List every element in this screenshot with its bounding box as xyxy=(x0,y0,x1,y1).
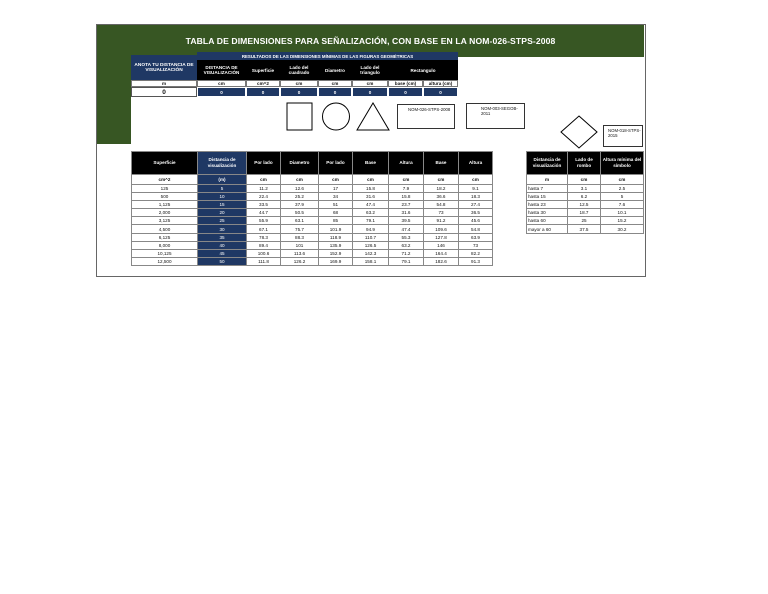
page-title: TABLA DE DIMENSIONES PARA SEÑALIZACIÓN, CON BASE EN LA NOM-026-STPS-2008 xyxy=(185,36,556,46)
table-cell: 113.6 xyxy=(281,249,319,257)
table-cell: 89.4 xyxy=(247,241,281,249)
unit-cell: cm xyxy=(281,175,319,185)
column-header: Altura xyxy=(389,152,424,175)
table-cell: hasta 60 xyxy=(527,217,568,225)
table-cell: 12.6 xyxy=(281,185,319,193)
table-cell: 31.6 xyxy=(353,193,389,201)
result-value: 0 xyxy=(352,87,388,97)
table-cell: 15.8 xyxy=(353,185,389,193)
table-cell: 94.9 xyxy=(353,225,389,233)
dimensions-table xyxy=(131,151,493,266)
table-cell: 110.7 xyxy=(353,233,389,241)
table-cell: 27.4 xyxy=(459,201,493,209)
table-cell: 6,125 xyxy=(132,233,198,241)
unit-row xyxy=(132,175,493,185)
unit-cell: cm xyxy=(424,175,459,185)
table-cell: 142.3 xyxy=(353,249,389,257)
table-cell: 3.1 xyxy=(568,185,601,193)
unit-cell: cm xyxy=(197,80,246,87)
table-cell: hasta 23 xyxy=(527,201,568,209)
table-cell: 8,000 xyxy=(132,241,198,249)
distance-input[interactable]: 0 xyxy=(131,87,197,97)
table-cell: 91.3 xyxy=(459,257,493,265)
table-cell: 12,500 xyxy=(132,257,198,265)
table-cell: 169.9 xyxy=(319,257,353,265)
triangle-shape xyxy=(357,103,389,130)
table-cell: 30 xyxy=(198,225,247,233)
table-cell: 39.5 xyxy=(389,217,424,225)
table-cell: 63.2 xyxy=(353,209,389,217)
table-cell: 85 xyxy=(319,217,353,225)
circle-shape xyxy=(323,103,350,130)
input-label: ANOTA TU DISTANCIA DE VISUALIZACIÓN xyxy=(131,55,197,80)
table-cell: 51 xyxy=(319,201,353,209)
table-row xyxy=(132,233,493,241)
table-cell: 45.6 xyxy=(459,217,493,225)
table-cell: 18.3 xyxy=(459,193,493,201)
table-cell: 15.8 xyxy=(389,193,424,201)
table-cell: 25 xyxy=(568,217,601,225)
table-cell: 11.2 xyxy=(247,185,281,193)
table-cell: 37.5 xyxy=(568,225,601,233)
table-cell: 73 xyxy=(424,209,459,217)
table-cell: hasta 7 xyxy=(527,185,568,193)
results-col-rectangulo: Rectangulo xyxy=(388,60,458,80)
table-cell: 126.5 xyxy=(353,241,389,249)
rhombus-table xyxy=(526,151,644,234)
table-cell: 5 xyxy=(601,193,644,201)
results-col-distance: DISTANCIA DE VISUALIZACIÓN xyxy=(197,60,246,80)
table-cell: 44.7 xyxy=(247,209,281,217)
table-cell: 18.7 xyxy=(568,209,601,217)
header-row xyxy=(527,152,644,175)
column-header: Lado de rombo xyxy=(568,152,601,175)
table-cell: 37.9 xyxy=(281,201,319,209)
table-row xyxy=(132,217,493,225)
results-col-diametro: Diametro xyxy=(318,60,352,80)
column-header: Distancia de visualización xyxy=(198,152,247,175)
table-cell: 164.4 xyxy=(424,249,459,257)
table-cell: 125 xyxy=(132,185,198,193)
column-header: Superficie xyxy=(132,152,198,175)
table-cell: 75.7 xyxy=(281,225,319,233)
table-cell: 5 xyxy=(198,185,247,193)
results-header: RESULTADOS DE LAS DIMENSIONES MÍNIMAS DE LAS FIGURAS GEOMÉTRICAS xyxy=(197,52,458,60)
table-row xyxy=(527,217,644,225)
column-header: Distancia de visualización xyxy=(527,152,568,175)
table-row xyxy=(132,249,493,257)
table-cell: hasta 30 xyxy=(527,209,568,217)
results-col-lado-cuadrado: Lado del cuadrado xyxy=(280,60,318,80)
table-cell: 30.2 xyxy=(601,225,644,233)
result-value: 0 xyxy=(423,87,458,97)
unit-row xyxy=(527,175,644,185)
column-header: Base xyxy=(424,152,459,175)
column-header: Base xyxy=(353,152,389,175)
table-row xyxy=(527,193,644,201)
result-value: 0 xyxy=(318,87,352,97)
square-shape xyxy=(287,103,312,130)
table-cell: 10.1 xyxy=(601,209,644,217)
table-row xyxy=(527,225,644,233)
rhombus-shape xyxy=(559,115,599,149)
results-col-lado-triangulo: Lado del triangulo xyxy=(352,60,388,80)
table-cell: mayor a 60 xyxy=(527,225,568,233)
table-cell: 45 xyxy=(198,249,247,257)
table-cell: 127.8 xyxy=(424,233,459,241)
table-cell: 91.2 xyxy=(424,217,459,225)
column-header: Altura xyxy=(459,152,493,175)
table-row xyxy=(527,201,644,209)
table-cell: 100.6 xyxy=(247,249,281,257)
table-cell: 33.5 xyxy=(247,201,281,209)
column-header: Por lado xyxy=(319,152,353,175)
table-cell: 2.5 xyxy=(601,185,644,193)
column-header: Por lado xyxy=(247,152,281,175)
table-cell: 118.9 xyxy=(319,233,353,241)
table-cell: 71.2 xyxy=(389,249,424,257)
table-row xyxy=(132,209,493,217)
table-cell: 17 xyxy=(319,185,353,193)
table-cell: 23.7 xyxy=(389,201,424,209)
table-cell: 126.2 xyxy=(281,257,319,265)
table-cell: 500 xyxy=(132,193,198,201)
nom-label-018: NOM-018-STPS-2015 xyxy=(603,125,643,147)
table-cell: 68 xyxy=(319,209,353,217)
unit-cell: cm^2 xyxy=(132,175,198,185)
table-cell: 63.1 xyxy=(281,217,319,225)
table-cell: 40 xyxy=(198,241,247,249)
table-cell: 79.1 xyxy=(389,257,424,265)
table-cell: 4,500 xyxy=(132,225,198,233)
table-cell: 31.6 xyxy=(389,209,424,217)
table-cell: 63.2 xyxy=(389,241,424,249)
table-cell: 88.3 xyxy=(281,233,319,241)
result-value: 0 xyxy=(280,87,318,97)
table-cell: 79.1 xyxy=(353,217,389,225)
column-header: Diametro xyxy=(281,152,319,175)
table-row xyxy=(527,209,644,217)
table-cell: 25 xyxy=(198,217,247,225)
unit-cell: cm xyxy=(352,80,388,87)
result-value: 0 xyxy=(197,87,246,97)
unit-cell: cm xyxy=(459,175,493,185)
table-cell: 3,125 xyxy=(132,217,198,225)
table-row xyxy=(132,225,493,233)
header-row xyxy=(132,152,493,175)
table-cell: hasta 15 xyxy=(527,193,568,201)
table-cell: 1,125 xyxy=(132,201,198,209)
table-cell: 36.6 xyxy=(424,193,459,201)
unit-cell: cm xyxy=(601,175,644,185)
table-cell: 146 xyxy=(424,241,459,249)
table-cell: 47.4 xyxy=(353,201,389,209)
table-cell: 50.5 xyxy=(281,209,319,217)
table-cell: 55.9 xyxy=(247,217,281,225)
table-cell: 63.9 xyxy=(459,233,493,241)
input-unit: m xyxy=(131,80,197,87)
result-value: 0 xyxy=(246,87,280,97)
unit-cell: altura (cm) xyxy=(423,80,458,87)
unit-cell: cm^2 xyxy=(246,80,280,87)
table-cell: 15 xyxy=(198,201,247,209)
table-cell: 10,125 xyxy=(132,249,198,257)
table-row xyxy=(132,241,493,249)
unit-cell: (m) xyxy=(198,175,247,185)
table-cell: 15.2 xyxy=(601,217,644,225)
table-cell: 2,000 xyxy=(132,209,198,217)
table-cell: 182.6 xyxy=(424,257,459,265)
table-cell: 67.1 xyxy=(247,225,281,233)
result-value: 0 xyxy=(388,87,423,97)
unit-cell: cm xyxy=(318,80,352,87)
unit-cell: cm xyxy=(389,175,424,185)
table-cell: 50 xyxy=(198,257,247,265)
table-cell: 7.9 xyxy=(389,185,424,193)
spreadsheet-sheet xyxy=(96,24,646,277)
table-row xyxy=(527,185,644,193)
table-cell: 82.2 xyxy=(459,249,493,257)
table-cell: 78.3 xyxy=(247,233,281,241)
table-row xyxy=(132,257,493,265)
table-cell: 73 xyxy=(459,241,493,249)
unit-cell: cm xyxy=(568,175,601,185)
column-header: Altura mínima del símbolo xyxy=(601,152,644,175)
table-cell: 109.6 xyxy=(424,225,459,233)
table-cell: 101 xyxy=(281,241,319,249)
table-cell: 101.9 xyxy=(319,225,353,233)
table-cell: 34 xyxy=(319,193,353,201)
table-cell: 135.9 xyxy=(319,241,353,249)
unit-cell: cm xyxy=(247,175,281,185)
table-cell: 54.8 xyxy=(459,225,493,233)
table-cell: 158.1 xyxy=(353,257,389,265)
table-cell: 152.9 xyxy=(319,249,353,257)
geometric-shapes xyxy=(283,100,393,134)
table-cell: 6.2 xyxy=(568,193,601,201)
unit-cell: cm xyxy=(353,175,389,185)
table-cell: 35 xyxy=(198,233,247,241)
table-cell: 12.5 xyxy=(568,201,601,209)
nom-label-026: NOM-026-STPS-2008 xyxy=(397,104,455,129)
table-cell: 18.2 xyxy=(424,185,459,193)
unit-cell: m xyxy=(527,175,568,185)
table-cell: 9.1 xyxy=(459,185,493,193)
table-cell: 7.6 xyxy=(601,201,644,209)
unit-cell: base (cm) xyxy=(388,80,423,87)
unit-cell: cm xyxy=(280,80,318,87)
table-row xyxy=(132,193,493,201)
table-cell: 47.4 xyxy=(389,225,424,233)
table-cell: 25.2 xyxy=(281,193,319,201)
table-row xyxy=(132,185,493,193)
side-band xyxy=(97,57,131,144)
table-cell: 54.8 xyxy=(424,201,459,209)
table-cell: 111.8 xyxy=(247,257,281,265)
table-cell: 55.3 xyxy=(389,233,424,241)
table-cell: 36.5 xyxy=(459,209,493,217)
results-col-superficie: Superficie xyxy=(246,60,280,80)
table-row xyxy=(132,201,493,209)
table-cell: 10 xyxy=(198,193,247,201)
table-cell: 20 xyxy=(198,209,247,217)
unit-cell: cm xyxy=(319,175,353,185)
nom-label-003: NOM-003-SEGOB-2011 xyxy=(466,103,525,129)
table-cell: 22.4 xyxy=(247,193,281,201)
